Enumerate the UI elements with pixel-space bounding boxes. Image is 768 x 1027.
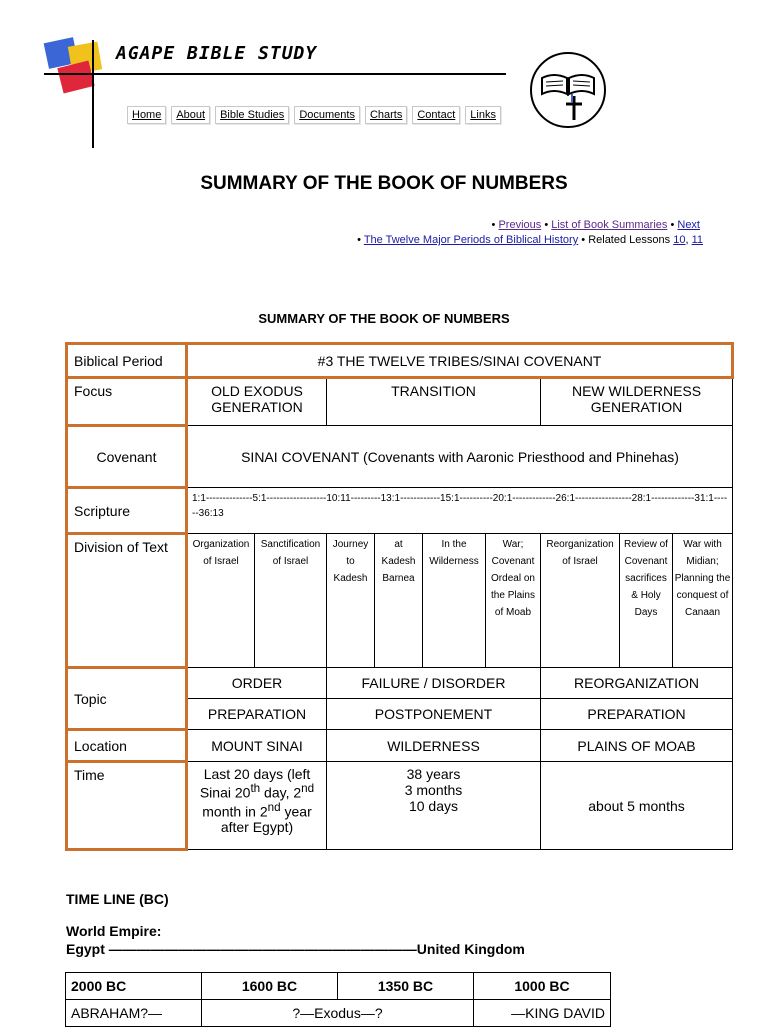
summary-table bbox=[65, 342, 734, 851]
related-links bbox=[357, 234, 703, 246]
bullet: • bbox=[581, 234, 586, 246]
division-item: War; Covenant Ordeal on the Plains of Moab bbox=[486, 534, 541, 668]
header-vertical-rule bbox=[92, 40, 94, 148]
site-title: AGAPE BIBLE STUDY bbox=[116, 43, 318, 64]
timeline-year: 2000 BC bbox=[66, 973, 202, 1000]
division-item: Review of Covenant sacrifices & Holy Days bbox=[620, 534, 673, 668]
row-label-period: Biblical Period bbox=[67, 344, 187, 378]
header-horizontal-rule bbox=[44, 73, 506, 75]
topic-failure: FAILURE / DISORDER bbox=[327, 668, 541, 699]
time-wilderness: 38 years 3 months 10 days bbox=[327, 762, 541, 850]
next-link[interactable]: Next bbox=[677, 219, 700, 231]
timeline-event-david: —KING DAVID bbox=[474, 1000, 611, 1027]
focus-new-generation: NEW WILDERNESS GENERATION bbox=[541, 378, 733, 426]
division-item: Reorganization of Israel bbox=[541, 534, 620, 668]
main-nav bbox=[127, 106, 501, 124]
site-logo bbox=[44, 36, 114, 96]
division-item: Organization of Israel bbox=[187, 534, 255, 668]
comma: , bbox=[685, 234, 689, 246]
lesson-11-link[interactable]: 11 bbox=[691, 234, 703, 246]
nav-about[interactable]: About bbox=[171, 106, 210, 124]
previous-link[interactable]: Previous bbox=[498, 219, 542, 231]
row-label-location: Location bbox=[67, 730, 187, 762]
world-empire-line: Egypt ——————————————————————United Kingdom bbox=[66, 941, 525, 957]
summary-nav-links bbox=[492, 219, 700, 231]
timeline-event-exodus: ?—Exodus—? bbox=[202, 1000, 474, 1027]
nav-home[interactable]: Home bbox=[127, 106, 166, 124]
covenant-value: SINAI COVENANT (Covenants with Aaronic Priesthood and Phinehas) bbox=[187, 426, 733, 488]
twelve-periods-link[interactable]: The Twelve Major Periods of Biblical History bbox=[363, 234, 579, 246]
nav-bible-studies[interactable]: Bible Studies bbox=[215, 106, 289, 124]
location-plains-of-moab: PLAINS OF MOAB bbox=[541, 730, 733, 762]
scripture-value: 1:1--------------5:1------------------10:11---------13:1------------15:1----------20:1-------------26:1-----------------28:1-------------31:1------36:13 bbox=[187, 488, 733, 534]
time-moab: about 5 months bbox=[541, 762, 733, 850]
nav-charts[interactable]: Charts bbox=[365, 106, 407, 124]
topic-reorganization: REORGANIZATION bbox=[541, 668, 733, 699]
row-label-division: Division of Text bbox=[67, 534, 187, 668]
timeline-year: 1600 BC bbox=[202, 973, 338, 1000]
nav-contact[interactable]: Contact bbox=[412, 106, 460, 124]
lesson-10-link[interactable]: 10 bbox=[673, 234, 686, 246]
bullet: • bbox=[544, 219, 549, 231]
focus-transition: TRANSITION bbox=[327, 378, 541, 426]
row-label-covenant: Covenant bbox=[67, 426, 187, 488]
division-item: In the Wilderness bbox=[423, 534, 486, 668]
topic-order: ORDER bbox=[187, 668, 327, 699]
timeline-event-abraham: ABRAHAM?— bbox=[66, 1000, 202, 1027]
division-item: Sanctification of Israel bbox=[255, 534, 327, 668]
topic-postponement: POSTPONEMENT bbox=[327, 699, 541, 730]
division-item: Journey to Kadesh bbox=[327, 534, 375, 668]
biblical-period-value: #3 THE TWELVE TRIBES/SINAI COVENANT bbox=[187, 344, 733, 378]
location-mount-sinai: MOUNT SINAI bbox=[187, 730, 327, 762]
bible-cross-emblem-icon bbox=[528, 50, 608, 130]
topic-preparation-2: PREPARATION bbox=[541, 699, 733, 730]
timeline-table bbox=[65, 972, 611, 1027]
timeline-year: 1350 BC bbox=[338, 973, 474, 1000]
page-title: SUMMARY OF THE BOOK OF NUMBERS bbox=[200, 173, 568, 194]
time-sinai: Last 20 days (left Sinai 20th day, 2nd month in 2nd year after Egypt) bbox=[187, 762, 327, 850]
row-label-scripture: Scripture bbox=[67, 488, 187, 534]
row-label-time: Time bbox=[67, 762, 187, 850]
nav-links[interactable]: Links bbox=[465, 106, 501, 124]
bullet: • bbox=[491, 219, 496, 231]
bullet: • bbox=[670, 219, 675, 231]
table-title: SUMMARY OF THE BOOK OF NUMBERS bbox=[258, 311, 510, 326]
focus-old-generation: OLD EXODUS GENERATION bbox=[187, 378, 327, 426]
division-item: at Kadesh Barnea bbox=[375, 534, 423, 668]
row-label-topic: Topic bbox=[67, 668, 187, 730]
location-wilderness: WILDERNESS bbox=[327, 730, 541, 762]
bullet: • bbox=[357, 234, 361, 246]
timeline-title: TIME LINE (BC) bbox=[66, 891, 169, 907]
row-label-focus: Focus bbox=[67, 378, 187, 426]
nav-documents[interactable]: Documents bbox=[294, 106, 360, 124]
timeline-year: 1000 BC bbox=[474, 973, 611, 1000]
topic-preparation: PREPARATION bbox=[187, 699, 327, 730]
world-empire-label: World Empire: bbox=[66, 923, 162, 939]
division-item: War with Midian; Planning the conquest of Canaan bbox=[673, 534, 733, 668]
list-of-summaries-link[interactable]: List of Book Summaries bbox=[551, 219, 668, 231]
related-lessons-label: Related Lessons bbox=[588, 234, 671, 246]
